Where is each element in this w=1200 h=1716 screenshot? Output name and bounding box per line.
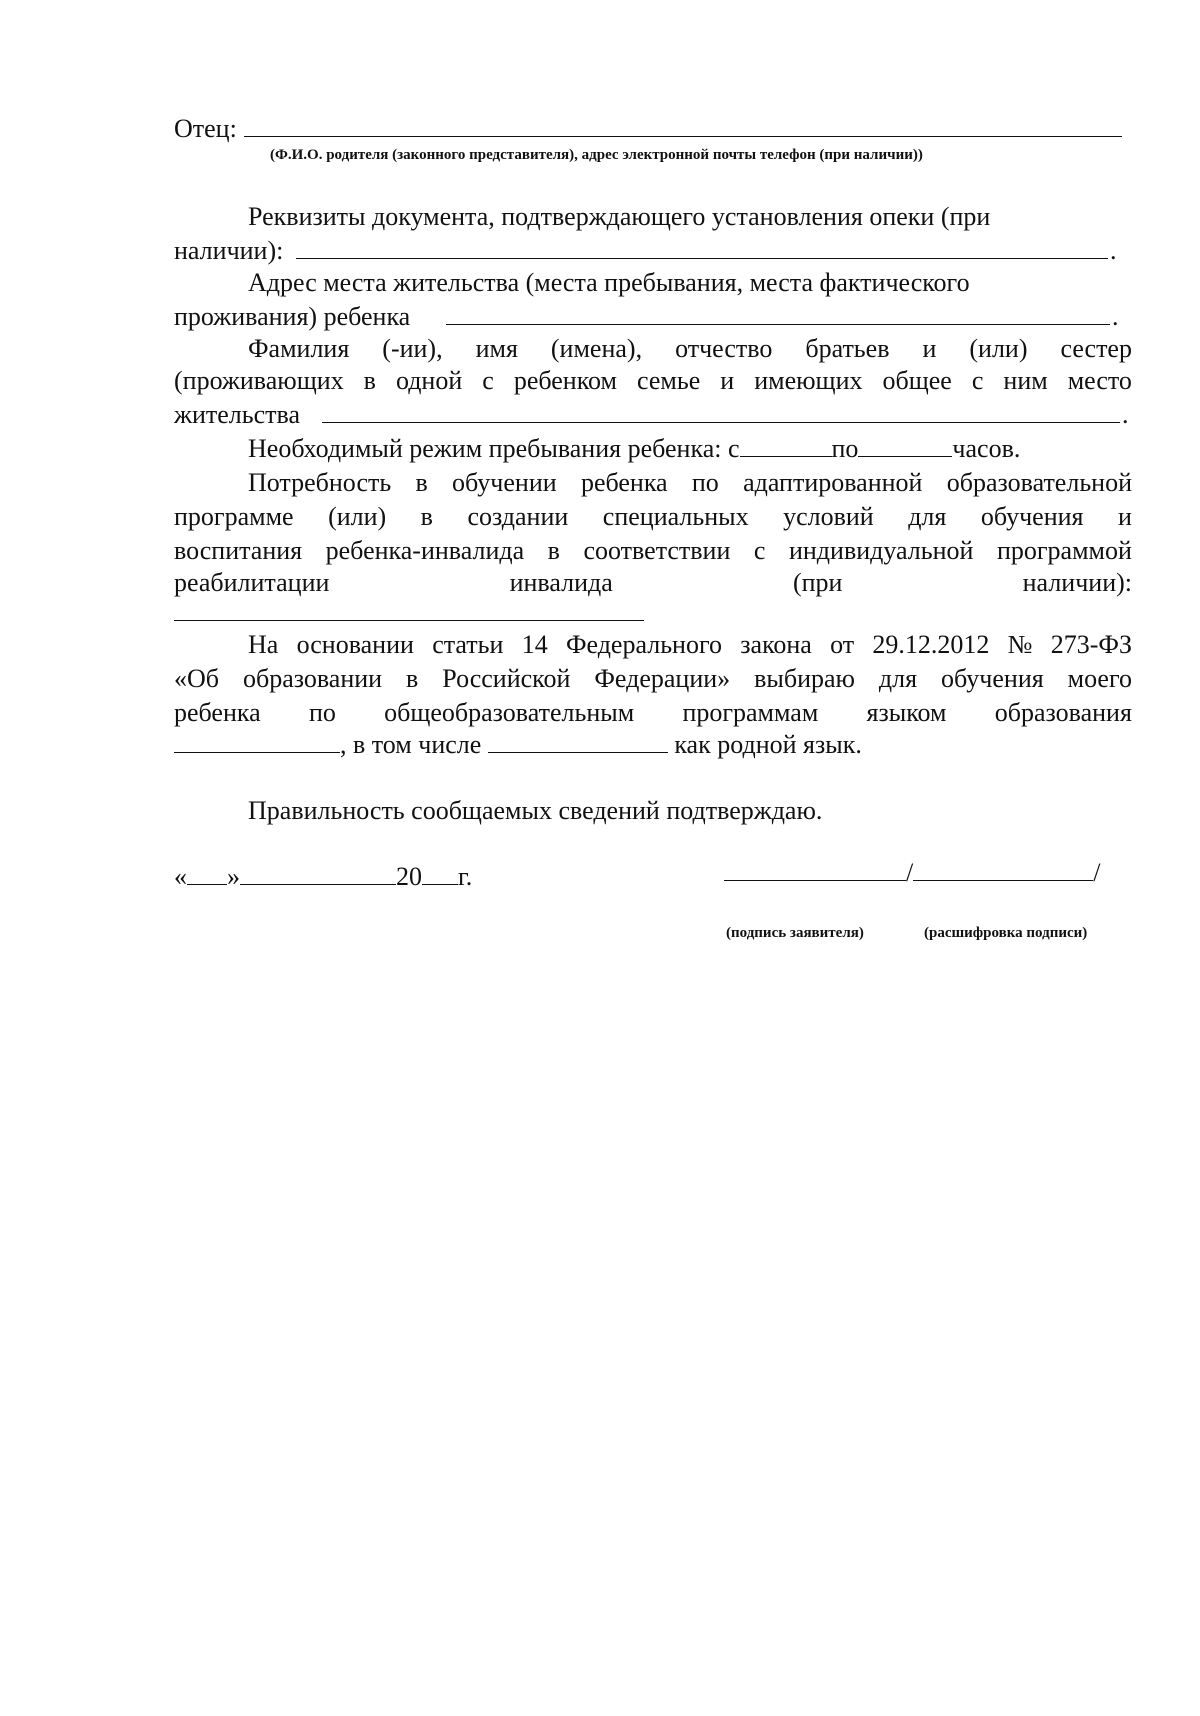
word: адаптированной (743, 468, 923, 497)
word: (при (792, 568, 843, 597)
year-prefix: 20 (396, 862, 422, 891)
word: ребенка (174, 698, 261, 727)
word: реабилитации (174, 568, 330, 597)
word: соответствии (583, 536, 731, 565)
signature-line (724, 858, 1100, 888)
language-end: как родной язык. (674, 730, 862, 759)
schedule-prefix: Необходимый режим пребывания ребенка: с (248, 434, 740, 463)
word: имя (475, 334, 518, 363)
word: Фамилия (248, 334, 350, 363)
signature-label: (подпись заявителя) (726, 925, 864, 941)
word: программам (682, 698, 819, 727)
word: обучении (452, 468, 557, 497)
date-close-quote: » (227, 862, 240, 891)
word: (имена), (550, 334, 643, 363)
word: в (415, 468, 428, 497)
guardianship-line1: Реквизиты документа, подтверждающего установления опеки (при (248, 202, 991, 231)
word: статьи (432, 630, 504, 659)
adapted-input-line[interactable] (174, 620, 644, 621)
word: братьев (805, 334, 890, 363)
word: и (1117, 502, 1132, 531)
adapted-line2 (174, 502, 1132, 532)
signature-decode-input[interactable] (913, 858, 1093, 881)
word: обучения (980, 502, 1084, 531)
siblings-input-line[interactable] (322, 422, 1120, 423)
language-line1 (248, 630, 1132, 660)
word: Российской (442, 664, 571, 693)
word: Федерации» (594, 664, 731, 693)
adapted-line4 (174, 568, 1132, 598)
word: и (720, 366, 735, 395)
word: языком (866, 698, 947, 727)
language-line4 (174, 730, 862, 760)
word: имеющих (754, 366, 863, 395)
word: «Об (174, 664, 220, 693)
word: основании (296, 630, 414, 659)
date-open-quote: « (174, 862, 187, 891)
word: № (1007, 630, 1033, 659)
language-line2 (174, 664, 1132, 694)
address-end: . (1112, 302, 1119, 331)
adapted-line3 (174, 536, 1132, 566)
word: в (406, 664, 419, 693)
word: ребенка (580, 468, 668, 497)
address-input-line[interactable] (446, 324, 1110, 325)
word: для (878, 664, 918, 693)
word: Федерального (565, 630, 722, 659)
siblings-line1 (248, 334, 1132, 364)
word: в (420, 502, 433, 531)
signature-slash-1: / (906, 858, 914, 887)
siblings-end: . (1122, 400, 1129, 429)
confirm-text: Правильность сообщаемых сведений подтверждаю. (248, 796, 823, 825)
word: выбираю (754, 664, 855, 693)
word: обучения (941, 664, 1044, 693)
word: (-ии), (382, 334, 443, 363)
word: общее (882, 366, 952, 395)
word: 29.12.2012 (872, 630, 990, 659)
word: для (908, 502, 947, 531)
schedule-suffix: часов. (952, 434, 1021, 463)
word: сестер (1060, 334, 1132, 363)
language-line3 (174, 698, 1132, 728)
signature-decode-label: (расшифровка подписи) (924, 925, 1088, 941)
word: индивидуальной (788, 536, 974, 565)
month-input[interactable] (240, 862, 396, 885)
word: 14 (521, 630, 548, 659)
word: ним (1003, 366, 1048, 395)
schedule-to-input[interactable] (858, 434, 952, 457)
language-input[interactable] (174, 730, 340, 753)
word: по (691, 468, 719, 497)
word: по (308, 698, 336, 727)
word: с (482, 366, 494, 395)
word: общеобразовательным (384, 698, 635, 727)
word: ребенка-инвалида (325, 536, 525, 565)
siblings-line2 (174, 366, 1132, 396)
father-hint: (Ф.И.О. родителя (законного представителя), адрес электронной почты телефон (при наличии)) (270, 147, 923, 163)
word: одной (395, 366, 463, 395)
word: моего (1067, 664, 1132, 693)
word: отчество (675, 334, 773, 363)
native-language-input[interactable] (488, 730, 668, 753)
word: в (547, 536, 560, 565)
word: с (753, 536, 766, 565)
language-mid: , в том числе (340, 730, 482, 759)
word: 273-ФЗ (1050, 630, 1132, 659)
word: (или) (969, 334, 1028, 363)
word: (или) (328, 502, 387, 531)
word: от (830, 630, 855, 659)
father-input-line[interactable] (244, 136, 1122, 137)
address-line1: Адрес места жительства (места пребывания, места фактического (248, 268, 970, 297)
guardianship-end: . (1110, 236, 1117, 265)
word: программой (996, 536, 1132, 565)
signature-input[interactable] (724, 858, 906, 881)
signature-slash-2: / (1093, 858, 1101, 887)
word: место (1067, 366, 1132, 395)
guardianship-line2: наличии): (174, 236, 284, 265)
word: с (971, 366, 984, 395)
siblings-line3: жительства (174, 400, 300, 429)
word: образования (994, 698, 1132, 727)
year-suffix: г. (458, 862, 473, 891)
word: создании (467, 502, 569, 531)
word: программе (174, 502, 294, 531)
address-line2: проживания) ребенка (174, 302, 411, 331)
schedule-line (248, 434, 1020, 464)
word: закона (740, 630, 812, 659)
word: семье (637, 366, 701, 395)
word: инвалида (509, 568, 613, 597)
word: образовании (242, 664, 383, 693)
word: (проживающих (174, 366, 344, 395)
word: образовательной (946, 468, 1132, 497)
word: воспитания (174, 536, 303, 565)
word: в (363, 366, 376, 395)
word: наличии): (1022, 568, 1132, 597)
guardianship-input-line[interactable] (296, 258, 1108, 259)
word: ребенком (513, 366, 617, 395)
word: условий (783, 502, 874, 531)
year-input[interactable] (422, 862, 458, 885)
father-label: Отец: (174, 114, 237, 143)
word: Потребность (248, 468, 392, 497)
schedule-from-input[interactable] (740, 434, 832, 457)
word: и (922, 334, 937, 363)
word: специальных (602, 502, 749, 531)
date-line (174, 862, 472, 892)
adapted-line1 (248, 468, 1132, 498)
word: На (248, 630, 279, 659)
schedule-mid: по (831, 434, 859, 463)
day-input[interactable] (187, 862, 227, 885)
